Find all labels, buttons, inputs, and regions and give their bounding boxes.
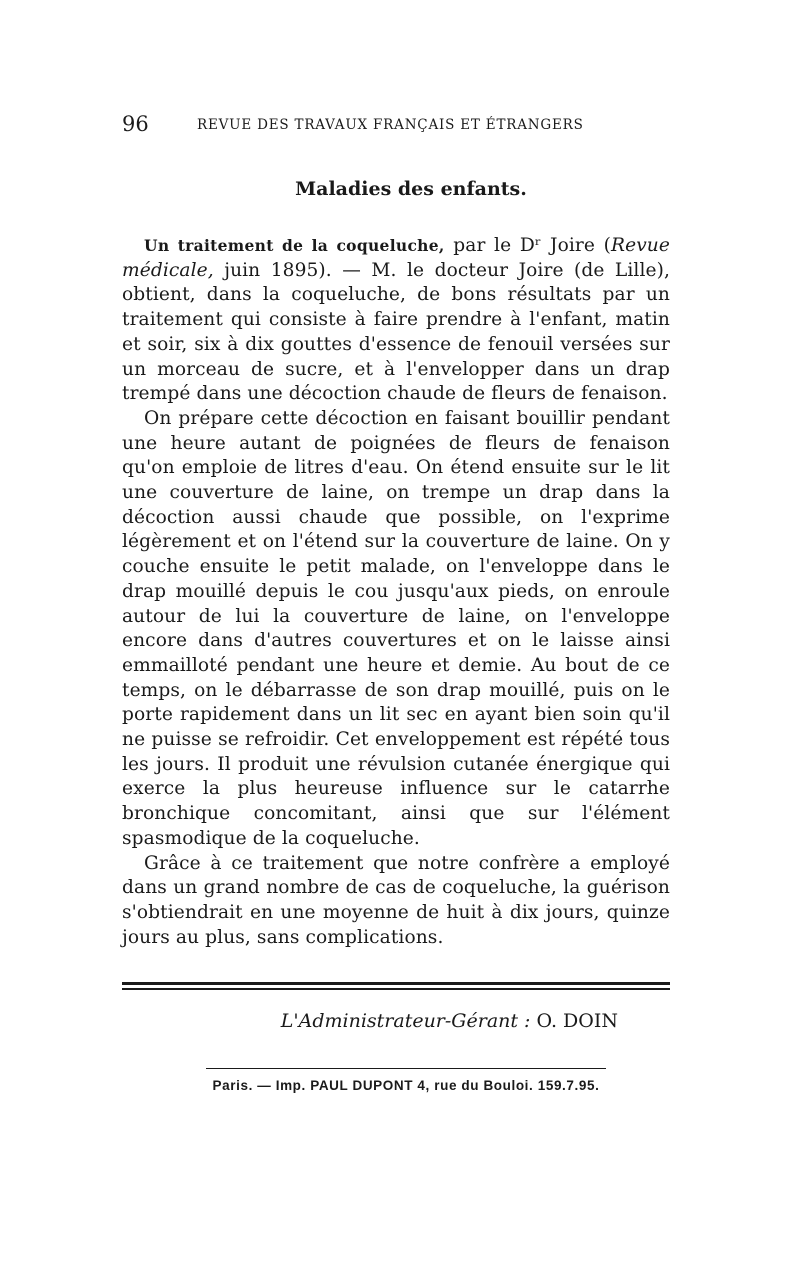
article-paragraph-2: On prépare cette décoction en faisant bouillir pendant une heure autant de poignées de fleurs de fenaison qu'on emploie de litres d'eau. On étend ensuite sur le lit une couverture de laine, on trempe un drap dans la décoction aussi chaude que possible, on l'exprime légèrement et on l'étend sur la couverture de laine. On y couche ensuite le petit malade, on l'enveloppe dans le drap mouillé depuis le cou jusqu'aux pieds, on enroule autour de lui la couverture de laine, on l'enveloppe encore dans d'autres couvertures et on le laisse ainsi emmailloté pendant une heure et demie. Au bout de ce temps, on le débarrasse de son drap mouillé, puis on le porte rapidement dans un lit sec en ayant bien soin qu'il ne puisse se refroidir. Cet enveloppement est répété tous les jours. Il produit une révulsion cutanée énergique qui exerce la plus heureuse influence sur le catarrhe bronchique concomitant, ainsi que sur l'élément spasmodique de la coqueluche. — [122, 407, 670, 849]
signature-name: O. DOIN — [530, 1009, 618, 1032]
running-head — [122, 108, 670, 140]
rule-thick — [122, 982, 670, 985]
imprint: Paris. — Imp. PAUL DUPONT 4, rue du Bouloi. 159.7.95. — [212, 1078, 600, 1094]
page — [122, 108, 670, 1093]
double-rule — [122, 982, 670, 990]
article-lead-rest: juin 1895). — M. le docteur Joire (de Lille), obtient, dans la coqueluche, de bons résultats par un traitement qui consiste à faire prendre à l'enfant, matin et soir, six à dix gouttes d'essence de fenouil versées sur un morceau de sucre, et à l'envelopper dans un drap trempé dans une décoction chaude de fleurs de fenaison. — [122, 259, 670, 405]
journal-title: REVUE DES TRAVAUX FRANÇAIS ET ÉTRANGERS — [197, 117, 584, 133]
article-paragraph-1 — [122, 234, 670, 407]
article-paragraph-3: Grâce à ce traitement que notre confrère a employé dans un grand nombre de cas de coqueluche, la guérison s'obtiendrait en une moyenne de huit à dix jours, quinze jours au plus, sans complications. — [122, 852, 670, 948]
rule-thin — [122, 988, 670, 990]
signature — [122, 1010, 670, 1032]
article-title: Un traitement de la coqueluche, — [144, 236, 445, 255]
article-lead: par le Dʳ Joire ( — [444, 235, 611, 256]
article-source: Revue médicale, — [122, 235, 670, 281]
page-number: 96 — [122, 112, 149, 136]
section-title: Maladies des enfants. — [295, 178, 527, 200]
article-body — [122, 234, 670, 950]
signature-role: L'Administrateur-Gérant : — [280, 1009, 531, 1032]
imprint-rule — [206, 1068, 606, 1070]
